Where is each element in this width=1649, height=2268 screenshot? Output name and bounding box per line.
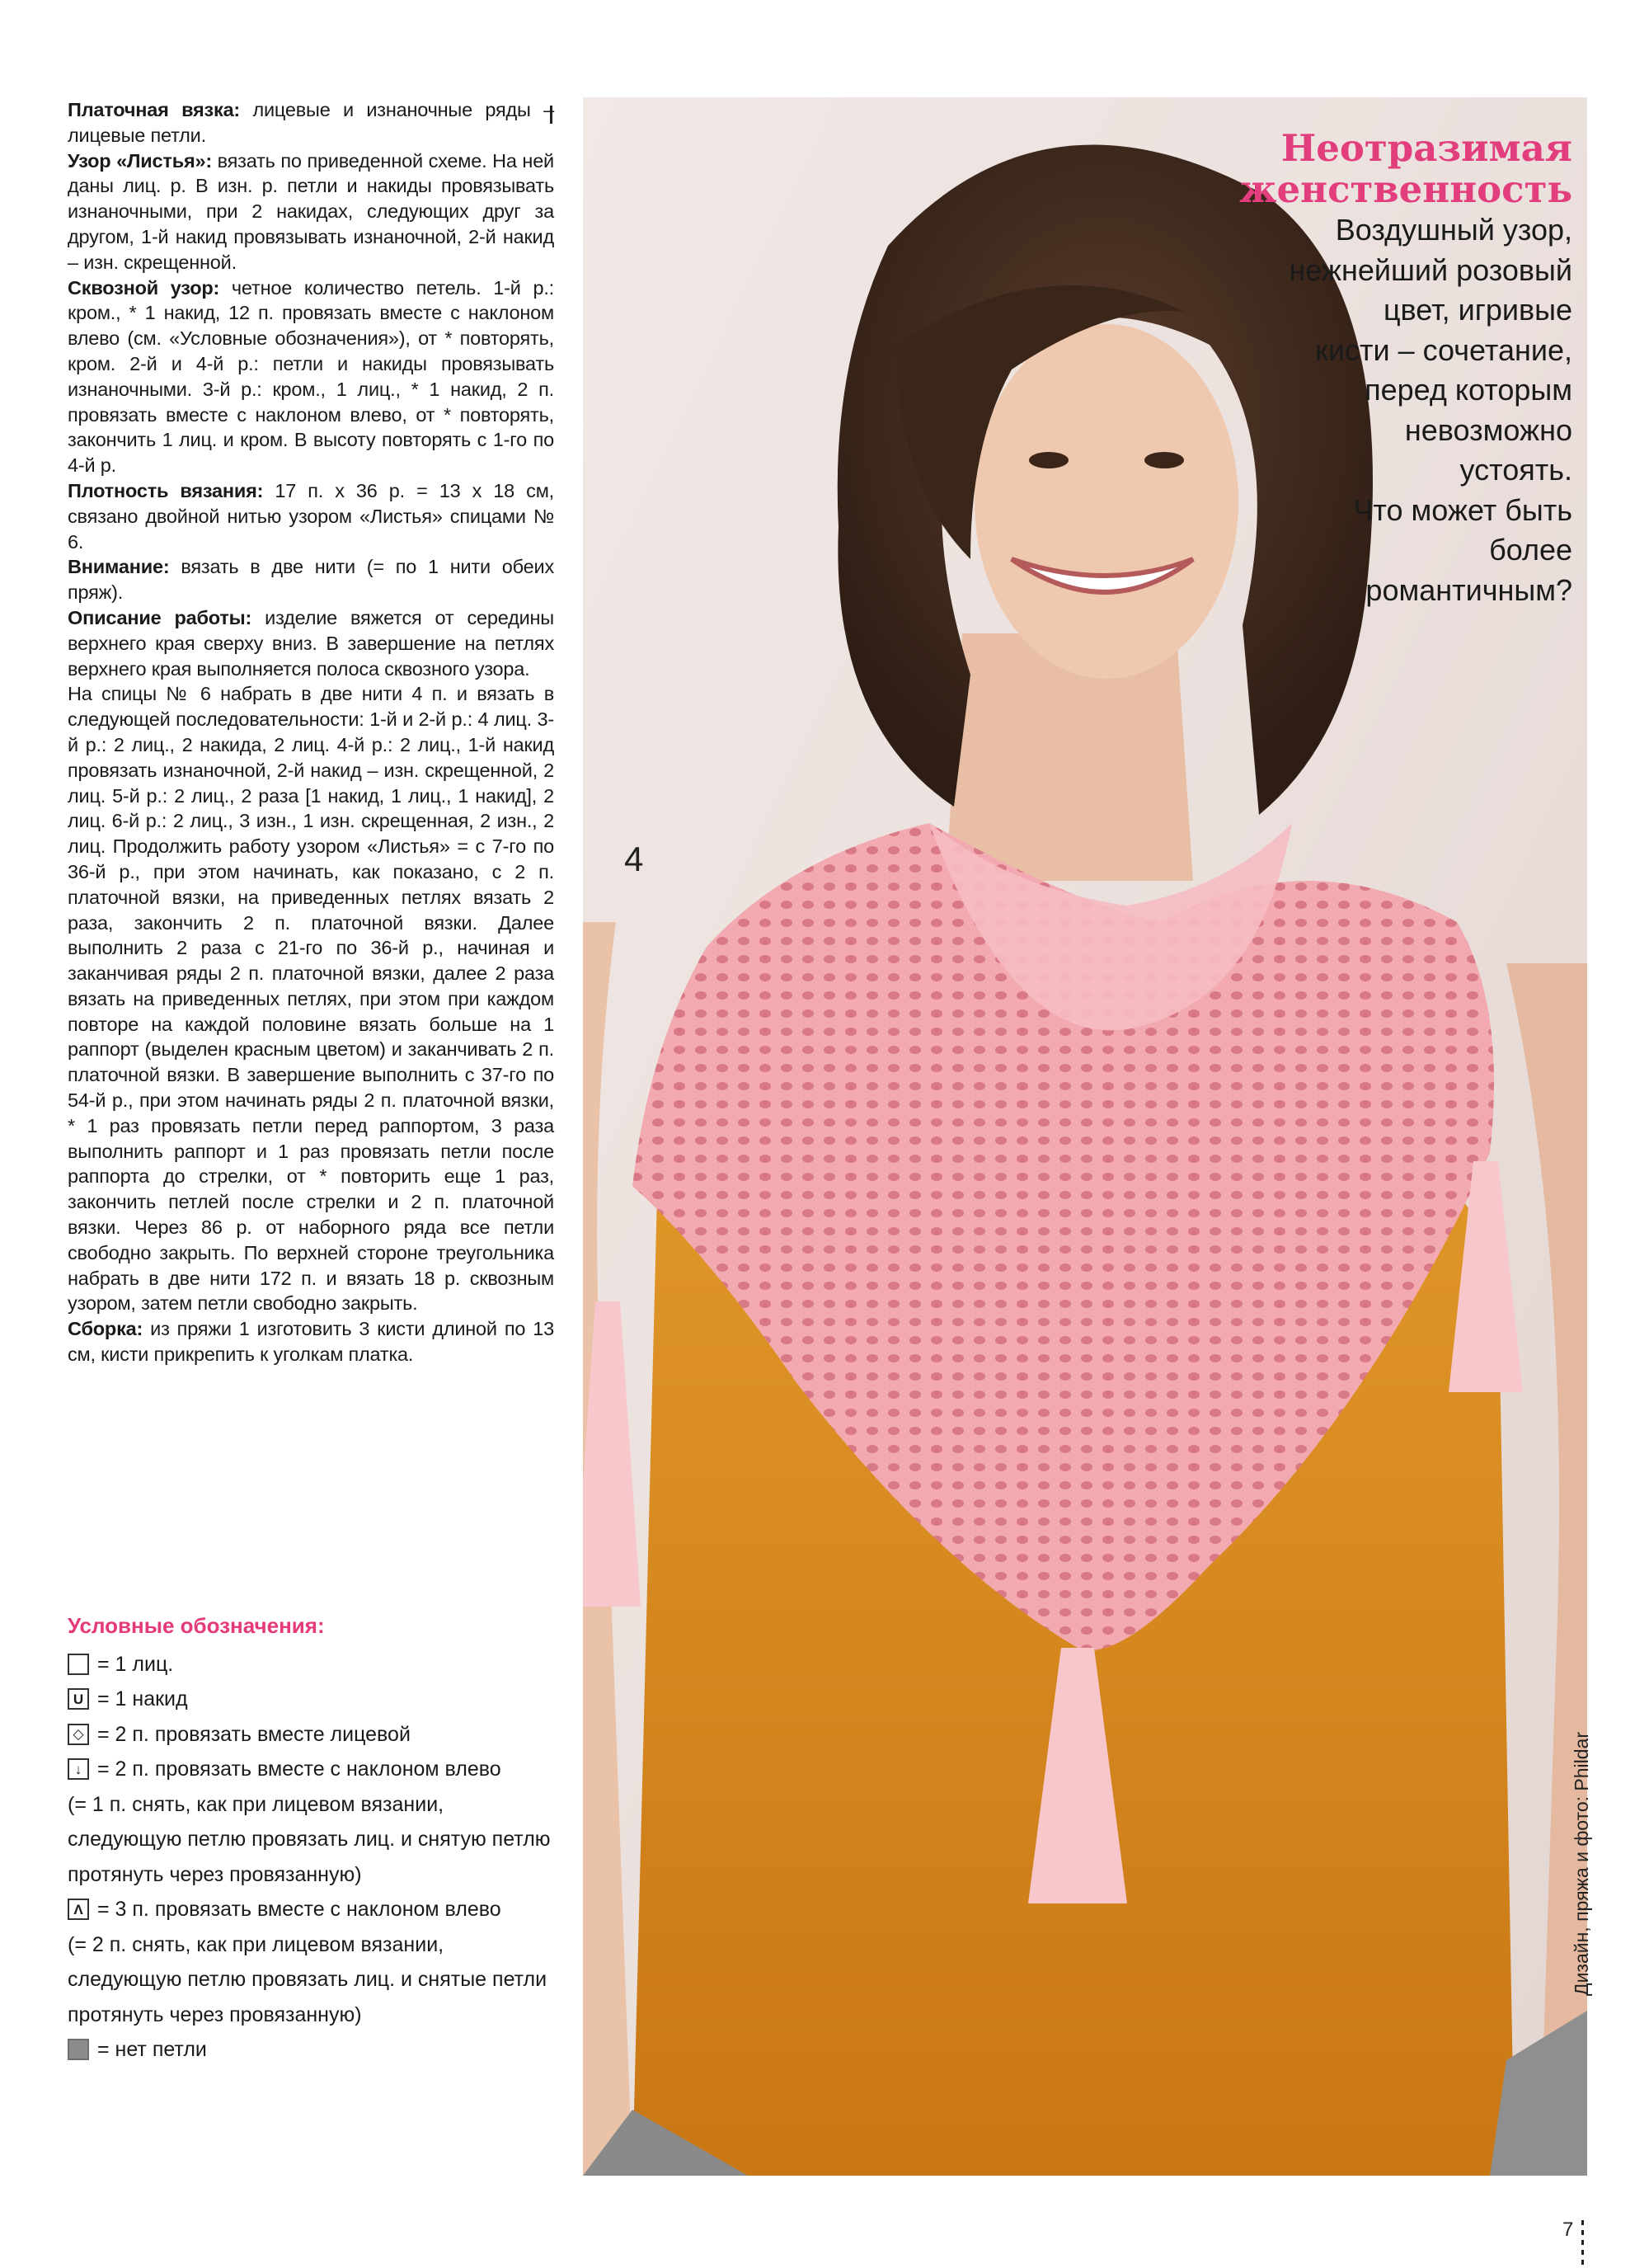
page-edge-dashes — [1581, 2220, 1584, 2268]
legend-note: (= 1 п. снять, как при лицевом вязании, следующую петлю провязать лиц. и снятую петлю протянуть через провязанную) — [68, 1792, 551, 1886]
legend-item — [68, 2032, 562, 2068]
page-number: 7 — [1562, 2219, 1574, 2241]
photo-credit: Дизайн, пряжа и фото: Phildar — [1571, 1732, 1592, 1996]
headline-line: романтичным? — [1365, 572, 1572, 607]
face — [975, 324, 1238, 679]
headline-line: более — [1489, 533, 1572, 567]
legend-text: = 2 п. провязать вместе с наклоном влево — [97, 1757, 501, 1781]
no-stitch-icon — [68, 2039, 89, 2060]
headline-line: Воздушный узор, — [1335, 213, 1572, 247]
legend-item — [68, 1892, 562, 1927]
legend-title: Условные обозначения: — [68, 1613, 325, 1638]
instructions-column — [68, 97, 554, 1367]
legend-text: = нет петли — [97, 2038, 207, 2061]
legend-text: = 3 п. провязать вместе с наклоном влево — [97, 1898, 501, 1921]
headline-title-1: Неотразимая — [1280, 126, 1572, 170]
instruction-paragraph — [68, 148, 554, 275]
headline-line: кисти – сочетание, — [1315, 332, 1572, 367]
instruction-paragraph — [68, 478, 554, 554]
legend-item — [68, 1647, 562, 1682]
ssk-icon: ↓ — [68, 1758, 89, 1780]
instruction-term: Узор «Листья»: — [68, 149, 212, 172]
sk2p-icon: Λ — [68, 1899, 89, 1920]
model-number: 4 — [624, 840, 644, 878]
instruction-text: вязать по приведенной схеме. На ней даны лиц. р. В изн. р. петли и накиды провязывать изнаночными, при 2 накидах, следующих друг за другом, 1-й накид провязывать изнаночной, 2-й накид – изн. скрещенной. — [68, 149, 554, 273]
yarn-over-icon: U — [68, 1688, 89, 1710]
headline-line: перед которым — [1365, 373, 1572, 407]
legend-text: = 1 накид — [97, 1687, 188, 1710]
instruction-text: 17 п. х 36 р. = 13 х 18 см, связано двойной нитью узором «Листья» спицами № 6. — [68, 479, 554, 553]
instruction-term: Внимание: — [68, 556, 170, 578]
legend-text: = 1 лиц. — [97, 1652, 174, 1676]
instruction-text: На спицы № 6 набрать в две нити 4 п. и вязать в следующей последовательности: 1-й и 2-й р.: 4 лиц. 3-й р.: 2 лиц., 2 накида, 2 лиц. 4-й р.: 2 лиц., 1-й накид провязать изнаночной, 2-й накид – изн. скрещенной, 2 лиц. 5-й р.: 2 лиц., 2 раза [1 накид, 1 лиц., 1 накид], 2 лиц. 6-й р.: 2 лиц., 3 изн., 1 изн. скрещенная, 2 изн., 2 лиц. Продолжить работу узором «Листья» = с 7-го по 36-й р., при этом начинать, как показано, с 2 п. платочной вязки, на приведенных петлях вязать 2 раза, закончить 2 п. платочной вязки. Далее выполнить 2 раза с 21-го по 36-й р., начиная и заканчивая ряды 2 п. платочной вязки, далее 2 раза вязать на приведенных петлях, при этом при каждом повторе на каждой половине вязать больше на 1 раппорт (выделен красным цветом) и заканчивать 2 п. платочной вязки. В завершение выполнить с 37-го по 54-й р., при этом начинать ряды 2 п. платочной вязки, * 1 раз провязать петли перед раппортом, 3 раза выполнить раппорт и 1 раз провязать петли после раппорта до стрелки, от * повторить еще 1 раз, закончить петлей после стрелки и 2 п. платочной вязки. Через 86 р. от наборного ряда все петли свободно закрыть. По верхней стороне треугольника набрать в две нити 172 п. и вязать 18 р. сквозным узором, затем петли свободно закрыть. — [68, 683, 554, 1315]
instruction-term: Платочная вязка: — [68, 99, 241, 120]
legend-text: = 2 п. провязать вместе лицевой — [97, 1722, 411, 1746]
legend — [68, 1608, 562, 2068]
headline-line: Что может быть — [1353, 492, 1572, 527]
instruction-paragraph — [68, 554, 554, 605]
headline-block — [1239, 128, 1572, 610]
instruction-term: Сборка: — [68, 1318, 143, 1340]
legend-item — [68, 1682, 562, 1717]
knit-square-icon — [68, 1654, 89, 1675]
instruction-paragraph — [68, 681, 554, 1316]
headline-line: устоять. — [1459, 453, 1572, 487]
headline-line: цвет, игривые — [1383, 293, 1572, 327]
instruction-paragraph — [68, 1316, 554, 1367]
legend-item — [68, 1717, 562, 1753]
headline-title-2: женственность — [1239, 167, 1572, 211]
instruction-text: лицевые и изнаночные ряды – лицевые петли. — [68, 99, 554, 146]
instruction-text: изделие вяжется от середины верхнего края сверху вниз. В завершение на петлях верхнего края выполняется полоса сквозного узора. — [68, 606, 554, 680]
instruction-term: Сквозной узор: — [68, 276, 220, 299]
k2tog-icon: ◇ — [68, 1724, 89, 1745]
instruction-text: четное количество петель. 1-й р.: кром., * 1 накид, 12 п. провязать вместе с наклоном влево (см. «Условные обозначения»), от * повторять, кром. 2-й и 4-й р.: петли и накиды провязывать изнаночными. 3-й р.: кром., 1 лиц., * 1 накид, 2 п. провязать вместе с наклоном влево, от * повторять, закончить 1 лиц. и кром. В высоту повторять с 1-го по 4-й р. — [68, 276, 554, 477]
legend-item — [68, 1752, 562, 1787]
instruction-text: вязать в две нити (= по 1 нити обеих пряж). — [68, 556, 554, 604]
instruction-term: Плотность вязания: — [68, 479, 264, 501]
legend-note: (= 2 п. снять, как при лицевом вязании, следующую петлю провязать лиц. и снятые петли протянуть через провязанную) — [68, 1932, 547, 2026]
instruction-paragraph — [68, 275, 554, 478]
headline-line: невозможно — [1404, 412, 1572, 447]
headline-line: нежнейший розовый — [1289, 252, 1572, 287]
instruction-term: Описание работы: — [68, 606, 252, 628]
instruction-text: из пряжи 1 изготовить 3 кисти длиной по 13 см, кисти прикрепить к уголкам платка. — [68, 1318, 554, 1366]
instruction-paragraph — [68, 97, 554, 148]
instruction-paragraph — [68, 605, 554, 681]
